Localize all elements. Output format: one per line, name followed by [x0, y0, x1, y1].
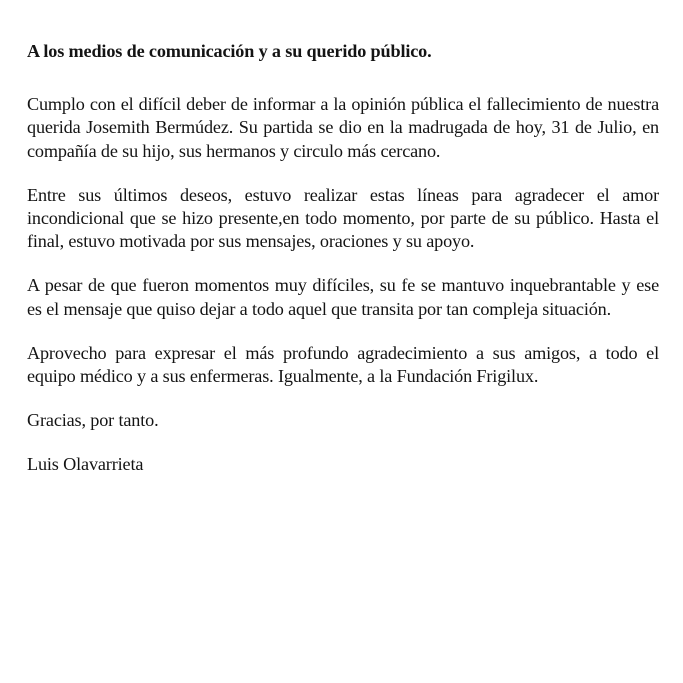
letter-document: [27, 40, 659, 477]
paragraph-thanks: Aprovecho para expresar el más profundo agradecimiento a sus amigos, a todo el equipo médico y a sus enfermeras. Igualmente, a la Fundación Frigilux.: [27, 342, 659, 387]
letter-heading: A los medios de comunicación y a su querido público.: [27, 41, 432, 61]
paragraph-announcement: Cumplo con el difícil deber de informar a la opinión pública el fallecimiento de nuestra querida Josemith Bermúdez. Su partida se dio en la madrugada de hoy, 31 de Julio, en compañía de su hijo, sus hermanos y circulo más cercano.: [27, 94, 659, 161]
letter-signature: Luis Olavarrieta: [27, 454, 144, 475]
paragraph-faith: A pesar de que fueron momentos muy difíciles, su fe se mantuvo inquebrantable y ese es el mensaje que quiso dejar a todo aquel que transita por tan compleja situación.: [27, 275, 659, 319]
letter-closing: Gracias, por tanto.: [27, 410, 159, 431]
paragraph-last-wishes: Entre sus últimos deseos, estuvo realizar estas líneas para agradecer el amor incondicional que se hizo presente,en todo momento, por parte de su público. Hasta el final, estuvo motivada por sus mensajes, oraciones y su apoyo.: [27, 184, 659, 252]
